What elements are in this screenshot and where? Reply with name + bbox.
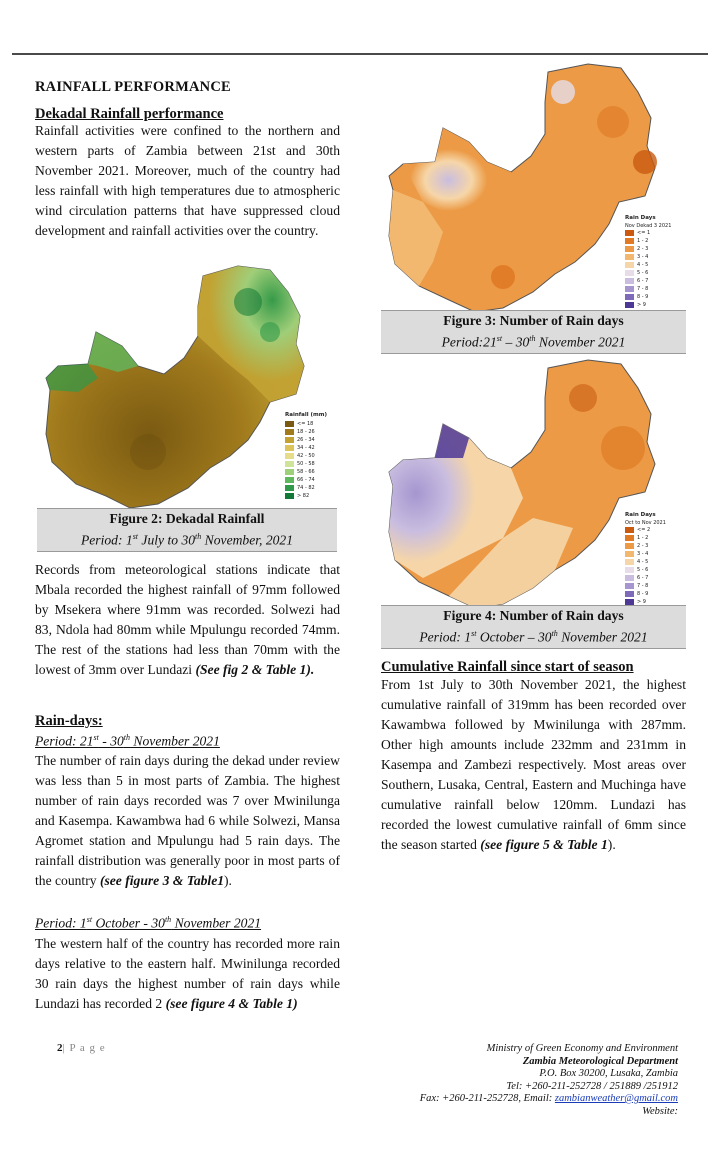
fig3-legend-item <box>625 261 671 269</box>
dekadal-records-ref: (See fig 2 & Table 1). <box>195 662 315 677</box>
fig2-legend-label: 50 - 58 <box>297 461 315 467</box>
fig2-legend-label: 42 - 50 <box>297 453 315 459</box>
fig4-legend-label: <= 2 <box>637 527 651 533</box>
fig3-legend-rows <box>625 229 671 309</box>
footer-contact <box>338 1043 678 1118</box>
cumulative-heading: Cumulative Rainfall since start of season <box>381 659 634 675</box>
fig3-legend-swatch <box>625 238 634 244</box>
fig3-legend-sub: Nov Dekad 3 2021 <box>625 223 672 229</box>
fig3-legend-swatch <box>625 230 634 236</box>
fig2-legend-item <box>285 476 327 484</box>
fig4-legend-swatch <box>625 559 634 565</box>
cumulative-ref-end: ). <box>607 837 616 852</box>
fig2-legend-label: 66 - 74 <box>297 477 315 483</box>
fig4-legend-item <box>625 550 666 558</box>
fig3-legend-label: 5 - 6 <box>637 270 649 276</box>
fig2-legend-label: 58 - 66 <box>297 469 315 475</box>
fig4-legend-label: 2 - 3 <box>637 543 649 549</box>
fig2-legend-swatch <box>285 429 294 435</box>
fig4-legend-item <box>625 558 666 566</box>
fig3-legend-label: 4 - 5 <box>637 262 649 268</box>
fig4-legend-item <box>625 542 666 550</box>
fig4-legend-item <box>625 566 666 574</box>
raindays-ref1: (see figure 3 & Table1 <box>99 873 225 888</box>
fig3-legend-label: 1 - 2 <box>637 238 649 244</box>
fig2-legend-item <box>285 436 327 444</box>
fig4-legend <box>625 512 666 606</box>
fig3-legend-swatch <box>625 278 634 284</box>
fig3-legend-item <box>625 285 671 293</box>
footer-tel: Tel: +260-211-252728 / 251889 /251912 <box>506 1080 678 1092</box>
fig4-legend-rows <box>625 526 666 606</box>
fig2-legend-item <box>285 484 327 492</box>
fig4-legend-label: 4 - 5 <box>637 559 649 565</box>
fig4-legend-sub: Oct to Nov 2021 <box>625 520 666 526</box>
fig4-legend-swatch <box>625 567 634 573</box>
fig4-caption <box>381 605 686 649</box>
fig2-legend-label: 74 - 82 <box>297 485 315 491</box>
fig3-legend-label: 8 - 9 <box>637 294 649 300</box>
fig4-legend-swatch <box>625 591 634 597</box>
fig3-title: Figure 3: Number of Rain days <box>443 313 624 328</box>
fig4-legend-label: 1 - 2 <box>637 535 649 541</box>
fig4-legend-title: Rain Days <box>625 512 656 518</box>
fig2-legend-swatch <box>285 485 294 491</box>
footer-pobox: P.O. Box 30200, Lusaka, Zambia <box>539 1068 678 1079</box>
fig4-legend-label: 6 - 7 <box>637 575 649 581</box>
fig3-period: Period:21st – 30th November 2021 <box>441 334 626 350</box>
fig2-period: Period: 1st July to 30th November, 2021 <box>80 532 294 548</box>
fig4-legend-swatch <box>625 527 634 533</box>
header-rule <box>12 53 708 55</box>
fig2-legend-swatch <box>285 469 294 475</box>
fig4-legend-label: 7 - 8 <box>637 583 649 589</box>
fig4-legend-item <box>625 526 666 534</box>
raindays-ref1-end: ). <box>224 873 232 888</box>
fig4-legend-label: 3 - 4 <box>637 551 649 557</box>
fig4-legend-swatch <box>625 583 634 589</box>
fig2-title: Figure 2: Dekadal Rainfall <box>109 511 265 526</box>
fig2-legend-label: 18 - 26 <box>297 429 315 435</box>
fig4-legend-item <box>625 582 666 590</box>
fig3-caption <box>381 310 686 354</box>
fig3-legend-item <box>625 253 671 261</box>
fig2-legend-rows <box>285 420 327 500</box>
fig4-legend-item <box>625 590 666 598</box>
fig2-legend-swatch <box>285 493 294 499</box>
fig2-legend-item <box>285 444 327 452</box>
dekadal-heading: Dekadal Rainfall performance <box>35 106 224 122</box>
fig2-legend-label: <= 18 <box>297 421 314 427</box>
fig2-legend-swatch <box>285 421 294 427</box>
page-heading: RAINFALL PERFORMANCE <box>35 79 231 95</box>
cumulative-text-body: From 1st July to 30th November 2021, the highest cumulative rainfall of 319mm has been recorded over Kawambwa followed by Mwinilunga with 287mm. Other high amounts include 232mm and 231mm in Kasempa and Zambezi respectively. Most areas over Southern, Lusaka, Central, Eastern and Muchinga have cumulative rainfall below 120mm. Lundazi has recorded the lowest cumulative rainfall of 6mm since the season started <box>381 677 686 852</box>
page-number <box>57 1042 106 1054</box>
fig3-legend-swatch <box>625 302 634 308</box>
raindays-text1-body: The number of rain days during the dekad under review was less than 5 in most parts of Zambia. The highest number of rain days recorded was 7 over Mwinilunga and Kasempa. Kawambwa had 6 while Solwezi, Mansa Agromet station and Mpulungu had 5 rain days. The rainfall distribution was generally poor in most parts of the country <box>35 753 340 888</box>
footer-email-link[interactable]: zambianweather@gmail.com <box>554 1093 678 1104</box>
fig3-legend-item <box>625 293 671 301</box>
fig4-legend-label: 5 - 6 <box>637 567 649 573</box>
fig4-legend-label: > 9 <box>637 599 646 605</box>
dekadal-intro-text: Rainfall activities were confined to the northern and western parts of Zambia between 21st and 30th November 2021. Moreover, much of the country had less rainfall with high temperatures due to atmospheric wind circulation patterns that have suppressed cloud development and rainfall activities over the country. <box>35 123 340 238</box>
fig3-legend-label: 6 - 7 <box>637 278 649 284</box>
raindays-period1: Period: 21st - 30th November 2021 <box>35 733 220 749</box>
fig3-legend-item <box>625 269 671 277</box>
dekadal-intro <box>35 121 340 241</box>
fig3-legend <box>625 215 671 309</box>
fig2-legend-item <box>285 460 327 468</box>
fig2-legend-swatch <box>285 477 294 483</box>
fig2-legend-swatch <box>285 437 294 443</box>
fig2-legend-swatch <box>285 453 294 459</box>
fig2-legend-label: 26 - 34 <box>297 437 315 443</box>
fig3-legend-item <box>625 301 671 309</box>
cumulative-text <box>381 675 686 855</box>
fig3-legend-swatch <box>625 246 634 252</box>
fig2-legend-swatch <box>285 445 294 451</box>
fig4-legend-swatch <box>625 535 634 541</box>
fig3-legend-item <box>625 277 671 285</box>
fig3-legend-label: 2 - 3 <box>637 246 649 252</box>
fig2-legend-item <box>285 492 327 500</box>
fig3-legend-label: <= 1 <box>637 230 651 236</box>
dekadal-records <box>35 560 340 680</box>
raindays-period2: Period: 1st October - 30th November 2021 <box>35 915 262 931</box>
fig2-legend-label: > 82 <box>297 493 310 499</box>
footer-ministry: Ministry of Green Economy and Environment <box>486 1043 678 1054</box>
page-word: | P a g e <box>62 1042 106 1054</box>
fig4-legend-label: 8 - 9 <box>637 591 649 597</box>
fig3-legend-item <box>625 229 671 237</box>
fig3-legend-swatch <box>625 286 634 292</box>
footer-department: Zambia Meteorological Department <box>522 1055 678 1067</box>
fig2-caption <box>37 508 337 552</box>
fig2-legend-item <box>285 420 327 428</box>
fig3-legend-swatch <box>625 262 634 268</box>
footer-fax-email <box>338 1093 678 1106</box>
cumulative-ref: (see figure 5 & Table 1 <box>480 837 608 852</box>
dekadal-records-text: Records from meteorological stations indicate that Mbala recorded the highest rainfall of 97mm followed by Msekera where 91mm was recorded. Solwezi had 83, Ndola had 80mm while Mpulungu recorded 74mm. The rest of the stations had less than 70mm with the lowest of 3mm over Lundazi <box>35 562 340 677</box>
fig4-legend-swatch <box>625 543 634 549</box>
fig3-legend-item <box>625 245 671 253</box>
fig2-legend-swatch <box>285 461 294 467</box>
fig2-legend-title: Rainfall (mm) <box>285 412 328 418</box>
fig4-legend-swatch <box>625 575 634 581</box>
fig3-legend-swatch <box>625 294 634 300</box>
page-number-value: 2 <box>57 1042 63 1054</box>
raindays-ref2: (see figure 4 & Table 1) <box>165 996 298 1011</box>
fig2-legend-item <box>285 428 327 436</box>
fig2-legend-label: 34 - 42 <box>297 445 315 451</box>
fig4-period: Period: 1st October – 30th November 2021 <box>419 629 648 645</box>
fig3-legend-label: 7 - 8 <box>637 286 649 292</box>
fig2-legend-item <box>285 468 327 476</box>
raindays-text1 <box>35 751 340 891</box>
fig2-legend <box>285 412 327 500</box>
fig2-legend-item <box>285 452 327 460</box>
fig4-legend-swatch <box>625 551 634 557</box>
fig3-legend-item <box>625 237 671 245</box>
fig3-legend-label: > 9 <box>637 302 646 308</box>
raindays-text2-body: The western half of the country has recorded more rain days relative to the eastern half. Mwinilunga recorded 30 rain days the highest number of rain days while Lundazi has recorded 2 <box>35 936 340 1011</box>
fig3-legend-swatch <box>625 270 634 276</box>
raindays-text2 <box>35 934 340 1014</box>
footer-fax: Fax: +260-211-252728, Email: <box>419 1093 555 1104</box>
fig4-legend-item <box>625 574 666 582</box>
raindays-heading: Rain-days: <box>35 713 103 729</box>
fig3-legend-swatch <box>625 254 634 260</box>
fig3-legend-title: Rain Days <box>625 215 656 221</box>
footer-website: Website: <box>642 1105 678 1117</box>
fig3-legend-label: 3 - 4 <box>637 254 649 260</box>
fig4-legend-item <box>625 534 666 542</box>
fig4-title: Figure 4: Number of Rain days <box>443 608 624 623</box>
